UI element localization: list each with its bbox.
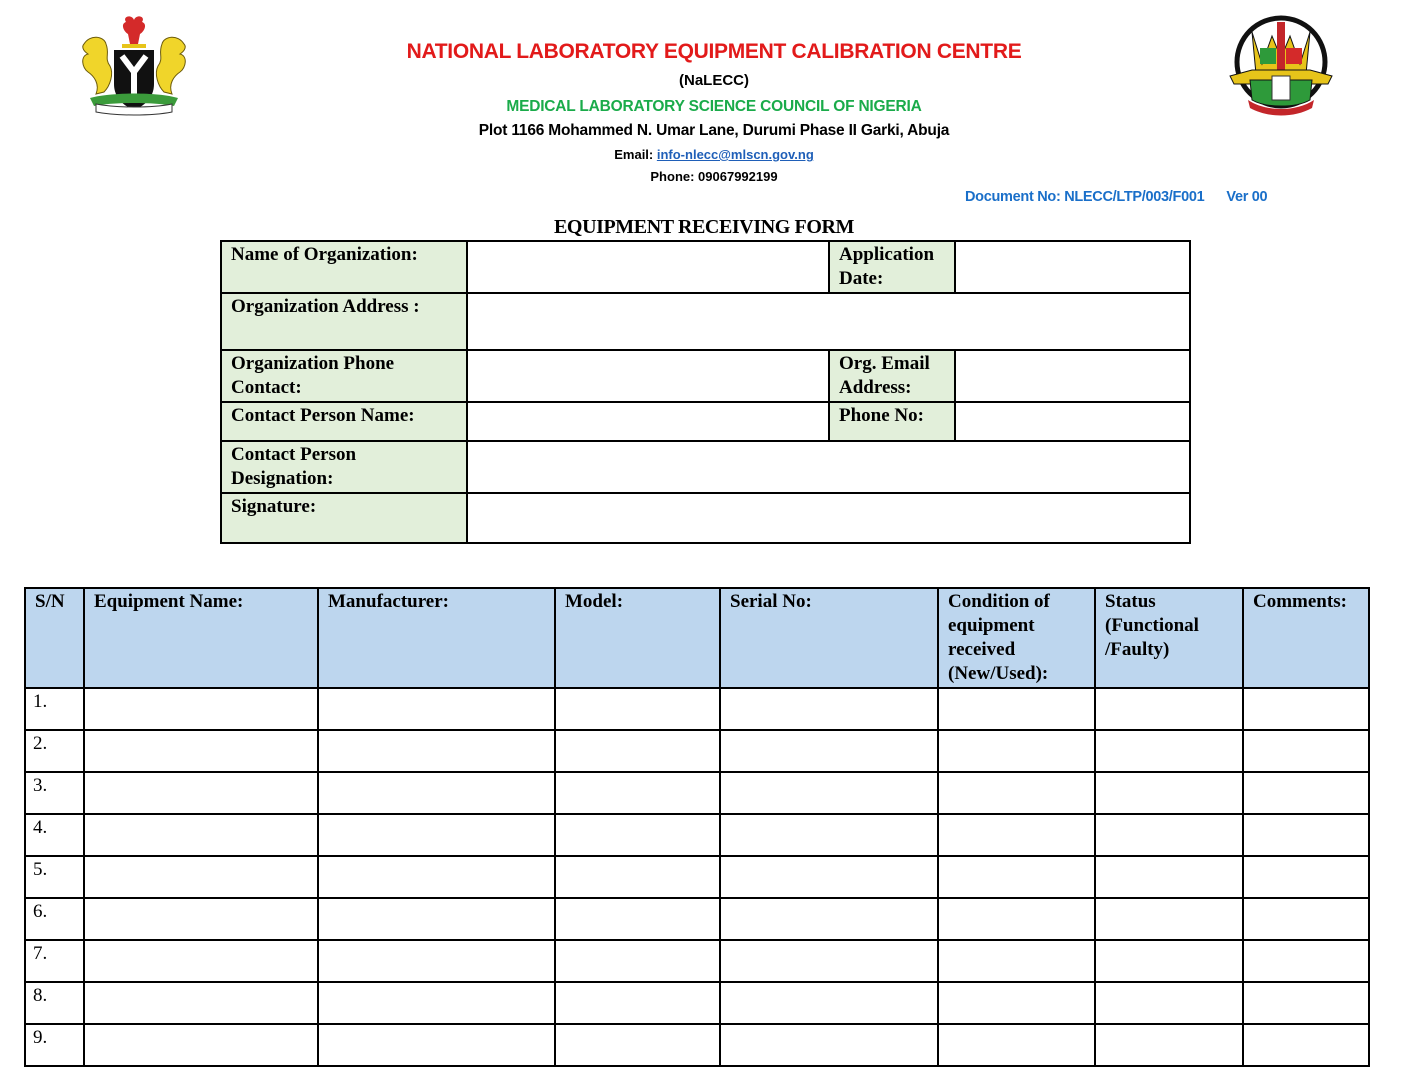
status-cell[interactable] [1095, 856, 1243, 898]
signature-field[interactable] [467, 493, 1190, 543]
contact-designation-label: Contact Person Designation: [221, 441, 467, 493]
model-cell[interactable] [555, 898, 720, 940]
column-header-sn: S/N [25, 588, 84, 688]
model-cell[interactable] [555, 940, 720, 982]
manufacturer-cell[interactable] [318, 1024, 555, 1066]
email-link[interactable]: info-nlecc@mlscn.gov.ng [656, 147, 814, 162]
equipment-name-cell[interactable] [84, 982, 318, 1024]
equipment-name-cell[interactable] [84, 688, 318, 730]
equipment-name-cell[interactable] [84, 1024, 318, 1066]
condition-cell[interactable] [938, 982, 1095, 1024]
table-row [25, 772, 1369, 814]
contact-designation-field[interactable] [467, 441, 1190, 493]
equipment-name-cell[interactable] [84, 898, 318, 940]
application-date-field[interactable] [955, 241, 1190, 293]
serial-no-cell[interactable] [720, 856, 938, 898]
serial-no-cell[interactable] [720, 940, 938, 982]
equipment-name-cell[interactable] [84, 730, 318, 772]
info-row [221, 402, 1190, 441]
email-label: Email: [614, 147, 657, 162]
comments-cell[interactable] [1243, 730, 1369, 772]
council-name: MEDICAL LABORATORY SCIENCE COUNCIL OF NIGERIA [506, 98, 922, 115]
status-cell[interactable] [1095, 940, 1243, 982]
info-row [221, 293, 1190, 350]
column-header-equipment-name: Equipment Name: [84, 588, 318, 688]
condition-cell[interactable] [938, 688, 1095, 730]
condition-cell[interactable] [938, 898, 1095, 940]
phone-line: Phone: 09067992199 [650, 169, 778, 184]
serial-no-cell[interactable] [720, 982, 938, 1024]
model-cell[interactable] [555, 856, 720, 898]
condition-cell[interactable] [938, 1024, 1095, 1066]
table-row [25, 982, 1369, 1024]
sn-cell: 7. [25, 940, 84, 982]
document-number [965, 189, 1267, 205]
equipment-table-header [25, 588, 1369, 688]
org-address-label: Organization Address : [221, 293, 467, 350]
column-header-comments: Comments: [1243, 588, 1369, 688]
comments-cell[interactable] [1243, 688, 1369, 730]
column-header-manufacturer: Manufacturer: [318, 588, 555, 688]
comments-cell[interactable] [1243, 772, 1369, 814]
table-row [25, 898, 1369, 940]
contact-name-label: Contact Person Name: [221, 402, 467, 441]
manufacturer-cell[interactable] [318, 688, 555, 730]
serial-no-cell[interactable] [720, 688, 938, 730]
manufacturer-cell[interactable] [318, 898, 555, 940]
manufacturer-cell[interactable] [318, 730, 555, 772]
model-cell[interactable] [555, 772, 720, 814]
manufacturer-cell[interactable] [318, 772, 555, 814]
sn-cell: 6. [25, 898, 84, 940]
comments-cell[interactable] [1243, 856, 1369, 898]
condition-cell[interactable] [938, 856, 1095, 898]
sn-cell: 2. [25, 730, 84, 772]
equipment-table [24, 587, 1370, 1067]
equipment-name-cell[interactable] [84, 772, 318, 814]
serial-no-cell[interactable] [720, 814, 938, 856]
status-cell[interactable] [1095, 1024, 1243, 1066]
model-cell[interactable] [555, 982, 720, 1024]
info-row [221, 441, 1190, 493]
table-row [25, 730, 1369, 772]
serial-no-cell[interactable] [720, 730, 938, 772]
document-version: Ver 00 [1226, 189, 1268, 205]
org-phone-field[interactable] [467, 350, 829, 402]
signature-label: Signature: [221, 493, 467, 543]
serial-no-cell[interactable] [720, 898, 938, 940]
sn-cell: 8. [25, 982, 84, 1024]
manufacturer-cell[interactable] [318, 982, 555, 1024]
condition-cell[interactable] [938, 730, 1095, 772]
sn-cell: 5. [25, 856, 84, 898]
sn-cell: 9. [25, 1024, 84, 1066]
org-email-label: Org. Email Address: [829, 350, 955, 402]
equipment-name-cell[interactable] [84, 856, 318, 898]
manufacturer-cell[interactable] [318, 940, 555, 982]
org-phone-label: Organization Phone Contact: [221, 350, 467, 402]
column-header-status: Status (Functional /Faulty) [1095, 588, 1243, 688]
manufacturer-cell[interactable] [318, 856, 555, 898]
status-cell[interactable] [1095, 982, 1243, 1024]
equipment-name-cell[interactable] [84, 940, 318, 982]
organization-info-table [220, 240, 1191, 544]
table-row [25, 1024, 1369, 1066]
org-email-field[interactable] [955, 350, 1190, 402]
info-row [221, 241, 1190, 293]
org-name-label: Name of Organization: [221, 241, 467, 293]
table-row [25, 688, 1369, 730]
table-row [25, 940, 1369, 982]
comments-cell[interactable] [1243, 814, 1369, 856]
sn-cell: 1. [25, 688, 84, 730]
organization-abbreviation: (NaLECC) [679, 72, 749, 89]
model-cell[interactable] [555, 1024, 720, 1066]
comments-cell[interactable] [1243, 898, 1369, 940]
status-cell[interactable] [1095, 814, 1243, 856]
model-cell[interactable] [555, 688, 720, 730]
contact-name-field[interactable] [467, 402, 829, 441]
column-header-model: Model: [555, 588, 720, 688]
contact-phone-field[interactable] [955, 402, 1190, 441]
info-row [221, 350, 1190, 402]
info-row [221, 493, 1190, 543]
equipment-table-body [25, 688, 1369, 1066]
status-cell[interactable] [1095, 772, 1243, 814]
organization-address: Plot 1166 Mohammed N. Umar Lane, Durumi Phase II Garki, Abuja [478, 122, 950, 139]
sn-cell: 4. [25, 814, 84, 856]
equipment-name-cell[interactable] [84, 814, 318, 856]
org-name-field[interactable] [467, 241, 829, 293]
condition-cell[interactable] [938, 940, 1095, 982]
status-cell[interactable] [1095, 688, 1243, 730]
application-date-label: Application Date: [829, 241, 955, 293]
table-row [25, 856, 1369, 898]
column-header-serial-no: Serial No: [720, 588, 938, 688]
contact-phone-label: Phone No: [829, 402, 955, 441]
org-address-field[interactable] [467, 293, 1190, 350]
form-title: EQUIPMENT RECEIVING FORM [553, 216, 855, 238]
manufacturer-cell[interactable] [318, 814, 555, 856]
condition-cell[interactable] [938, 772, 1095, 814]
comments-cell[interactable] [1243, 1024, 1369, 1066]
email-line [0, 147, 1408, 162]
status-cell[interactable] [1095, 898, 1243, 940]
status-cell[interactable] [1095, 730, 1243, 772]
serial-no-cell[interactable] [720, 1024, 938, 1066]
column-header-condition: Condition of equipment received (New/Used): [938, 588, 1095, 688]
model-cell[interactable] [555, 814, 720, 856]
condition-cell[interactable] [938, 814, 1095, 856]
comments-cell[interactable] [1243, 982, 1369, 1024]
sn-cell: 3. [25, 772, 84, 814]
comments-cell[interactable] [1243, 940, 1369, 982]
model-cell[interactable] [555, 730, 720, 772]
document-number-text: Document No: NLECC/LTP/003/F001 [965, 189, 1205, 205]
serial-no-cell[interactable] [720, 772, 938, 814]
organization-title: NATIONAL LABORATORY EQUIPMENT CALIBRATION CENTRE [406, 40, 1022, 63]
table-row [25, 814, 1369, 856]
